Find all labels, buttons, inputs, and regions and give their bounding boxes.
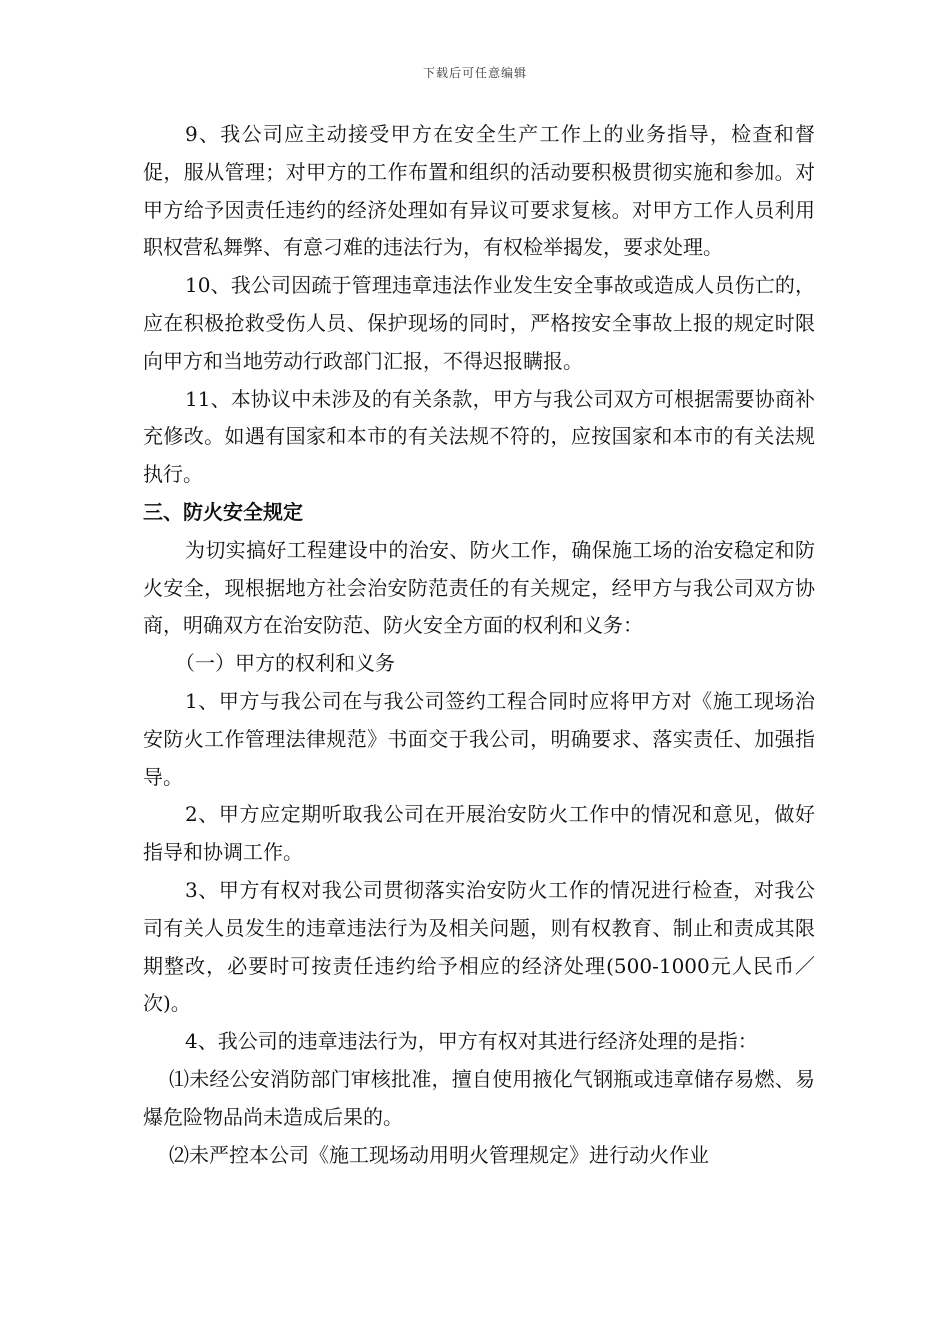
paragraph-9: 9、我公司应主动接受甲方在安全生产工作上的业务指导，检查和督促，服从管理；对甲方的工作布置和组织的活动要积极贯彻实施和参加。对甲方给予因责任违约的经济处理如有异议可要求复核。对甲方工作人员利用职权营私舞弊、有意刁难的违法行为，有权检举揭发，要求处理。 xyxy=(143,122,815,260)
page-header: 下载后可任意编辑 xyxy=(422,66,527,80)
item-4: 4、我公司的违章违法行为，甲方有权对其进行经济处理的是指： xyxy=(185,1029,758,1054)
paragraph-10: 10、我公司因疏于管理违章违法作业发生安全事故或造成人员伤亡的，应在积极抢救受伤人员、保护现场的同时，严格按安全事故上报的规定时限向甲方和当地劳动行政部门汇报，不得迟报瞒报。 xyxy=(143,273,815,373)
item-4-sub-2: ⑵未严控本公司《施工现场动用明火管理规定》进行动火作业 xyxy=(169,1142,709,1167)
item-2: 2、甲方应定期听取我公司在开展治安防火工作中的情况和意见，做好指导和协调工作。 xyxy=(143,802,815,865)
subsection-heading: （一）甲方的权利和义务 xyxy=(175,651,395,676)
item-3: 3、甲方有权对我公司贯彻落实治安防火工作的情况进行检查，对我公司有关人员发生的违章违法行为及相关问题，则有权教育、制止和责成其限期整改，必要时可按责任违约给予相应的经济处理(500-1000元人民币／次)。 xyxy=(143,877,815,1016)
section-heading: 三、防火安全规定 xyxy=(143,499,303,524)
item-4-sub-1: ⑴未经公安消防部门审核批准，擅自使用掖化气钢瓶或违章储存易燃、易爆危险物品尚未造成后果的。 xyxy=(143,1066,815,1129)
section-intro: 为切实搞好工程建设中的治安、防火工作，确保施工场的治安稳定和防火安全，现根据地方社会治安防范责任的有关规定，经甲方与我公司双方协商，明确双方在治安防范、防火安全方面的权利和义务： xyxy=(143,537,815,638)
paragraph-11: 11、本协议中未涉及的有关条款，甲方与我公司双方可根据需要协商补充修改。如遇有国家和本市的有关法规不符的，应按国家和本市的有关法规执行。 xyxy=(143,386,815,487)
document-body xyxy=(143,116,815,1174)
item-1: 1、甲方与我公司在与我公司签约工程合同时应将甲方对《施工现场治安防火工作管理法律规范》书面交于我公司，明确要求、落实责任、加强指导。 xyxy=(143,688,815,789)
